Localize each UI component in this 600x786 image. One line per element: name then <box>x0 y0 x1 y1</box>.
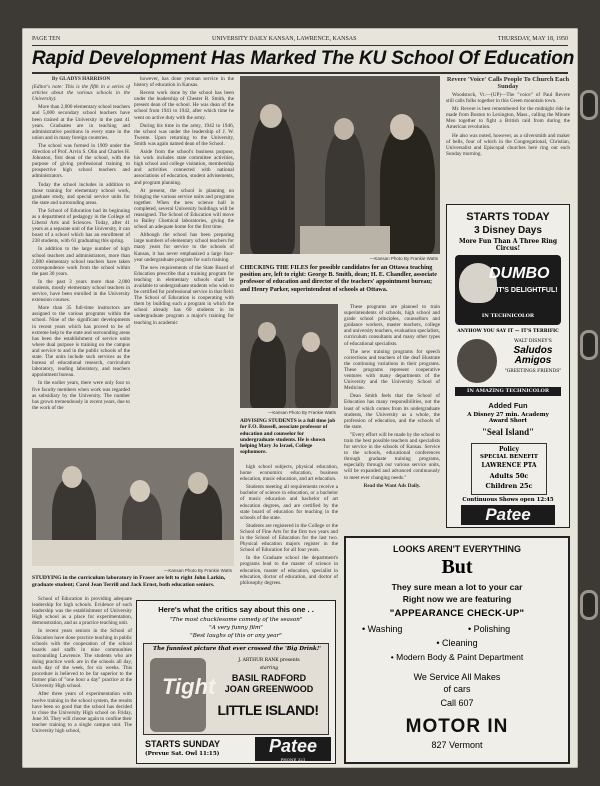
ad-artwork <box>143 643 329 735</box>
ad-theater-logo: Patee <box>461 505 555 525</box>
patee-disney-ad <box>446 204 570 528</box>
paragraph: The school was formed in 1909 under the direction of Prof. Arvin S. Olin and Charles H. Johnston, first dean of the school, with the purpose of giving professional training to prospective high school teachers and administrators. <box>32 142 130 180</box>
ad-phone: Call 607 <box>440 698 474 708</box>
ad-banner: The funniest picture that ever crossed the 'Big Drink!' <box>153 646 321 652</box>
paragraph: In addition to the large number of high school teachers and administrators, more than 2,000 elementary school teachers have taken correspondence work from the school within the past 30 years. <box>32 246 130 277</box>
article-column-4 <box>344 304 440 526</box>
ad-anyhow: ANYHOW YOU SAY IT — IT'S TERRIFIC <box>457 329 559 334</box>
photo-figure <box>250 114 295 254</box>
ad-continuous: Continuous Shows open 12:45 <box>462 497 554 503</box>
ad-price-adults: Adults 50c <box>489 472 529 480</box>
ad-walt-disney: WALT DISNEY'S <box>514 339 552 344</box>
binder-ring <box>580 590 598 620</box>
ad-amazing: IN AMAZING TECHNICOLOR <box>455 387 561 396</box>
binder-ring <box>580 90 598 120</box>
photo-figure <box>188 472 208 494</box>
ad-price-children: Children 25c <box>485 482 533 490</box>
paragraph: Mr. Revere is best remembered for the midnight ride he made from Boston to Lexington, Mass., calling the Minute Men together to fight a British raid from during the American revolution. <box>446 106 570 131</box>
ad-service-polishing: • Polishing <box>468 624 511 634</box>
paragraph: Students meeting all requirements receive a bachelor of science in education, or a bachelor of music education and bachelor of art education degrees, and are certified by the state board of education for teaching in the schools of the state. <box>240 484 338 521</box>
photo-credit: —Kansan Photo By Frankie Watts <box>267 410 336 415</box>
ad-star: JOAN GREENWOOD <box>224 684 314 694</box>
page-headline: Rapid Development Has Marked The KU School Of Education <box>32 48 575 69</box>
ad-star: BASIL RADFORD <box>231 673 307 683</box>
ad-saludos-title: Saludos Amigos <box>513 345 553 366</box>
motor-in-ad <box>344 536 570 764</box>
ad-line: We Service All Makes <box>413 672 501 682</box>
ad-dumbo-title: DUMBO <box>489 265 550 282</box>
paragraph: Woodstock, Vt.—(UP)—The "voice" of Paul Revere still calls folks together in this Green mountain town. <box>446 92 570 105</box>
paragraph: however, has done yeoman service in the history of education in Kansas. <box>134 76 234 89</box>
ad-starring: starring <box>259 666 279 671</box>
paragraph: Aside from the school's business purpose, his work includes state committee activities, high school and college visitation, membership and activities connected with national associations of education, student advisements, and program planning. <box>134 149 234 186</box>
photo-file-drawer <box>300 226 390 254</box>
ad-service-washing: • Washing <box>362 624 403 634</box>
ad-policy: Policy <box>498 446 520 453</box>
paper-name: UNIVERSITY DAILY KANSAN, LAWRENCE, KANSAS <box>212 36 357 42</box>
photo-figure <box>390 114 414 140</box>
ad-preview: (Prevue Sat. Owl 11:15) <box>145 751 220 757</box>
ad-service-body: • Modern Body & Paint Department <box>390 652 524 662</box>
paragraph: high school subjects, physical education, home economics education, business education, music education, and art education. <box>240 464 338 483</box>
ad-theater-logo: Patee <box>255 737 331 761</box>
photo-credit: —Kansan Photo By Frankie Watts <box>163 568 232 573</box>
folio-rule <box>32 45 568 46</box>
editor-note: (Editor's note: This is the fifth in a series of articles about the various schools in the University). <box>32 84 130 103</box>
ad-disney-days: 3 Disney Days <box>474 225 542 236</box>
headline-rule <box>32 72 568 74</box>
photo-figure <box>258 322 276 342</box>
paragraph: More than 2,000 elementary school teachers and 5,000 secondary school teachers have been trained at the University in the past 41 years. Graduates are in teaching and administrative positions in every state in the union and in many foreign countries. <box>32 104 130 141</box>
paragraph: The School of Education had its beginning as a department of pedagogy in the College of Liberal Arts and Sciences. Today, after 41 years as a separate unit of the University, it can boast of a school which has an enrollment of 238 students, with 61 graduating this spring. <box>32 207 130 245</box>
ad-little-island: LITTLE ISLAND! <box>217 702 319 718</box>
paragraph: He also was noted, however, as a silversmith and maker of bells, four of which in the Congregational, Christian, Universalist and Episcopal churches here ring out each Sunday morning. <box>446 132 570 157</box>
ad-delightful: IT'S DELIGHTFUL! <box>496 287 558 294</box>
issue-date: THURSDAY, MAY 18, 1950 <box>497 36 568 42</box>
paragraph: School of Education in providing adequate leadership for high schools. Evidence of such leadership was the establishment of University High school as a place for experimentation, demonstration, and as a practice teaching unit. <box>32 596 132 627</box>
photo-figure <box>130 480 150 502</box>
binder-rings <box>578 70 600 750</box>
ad-starts: STARTS SUNDAY <box>145 739 221 749</box>
ad-quote: "The most chucklesome comedy of the season" <box>169 617 303 623</box>
ad-more-fun: More Fun Than A Three Ring Circus! <box>458 238 558 252</box>
ad-service-cleaning: • Cleaning <box>436 638 478 648</box>
ad-added-fun: Added Fun <box>488 401 528 410</box>
ad-seal-island: "Seal Island" <box>481 427 535 437</box>
newspaper-page <box>22 28 578 768</box>
photo-figure <box>302 332 320 352</box>
photo-advising <box>240 304 338 408</box>
photo-figure <box>334 118 354 140</box>
paragraph: Dean Smith feels that the School of Education has many responsibilities, not the least of which comes from its undergraduate students, the University as a whole, the profession of education, and the schools of the state. <box>344 393 440 430</box>
critics-movie-ad <box>136 600 336 764</box>
paragraph: Although the school has been preparing large numbers of elementary school teachers for many years for service to the schools of Kansas, it has never emphasized a large four-year undergraduate program for such training. <box>134 232 234 263</box>
photo-caption: STUDYING in the curriculum laboratory in Fraser are left to right John Larkin, graduate student; Carol Jean Terrill and Jack Ernst, both education seniors. <box>32 575 226 588</box>
photo-figure <box>62 466 82 488</box>
ad-but: But <box>441 556 473 578</box>
photo-caption: ADVISING STUDENTS is a full time job for F.O. Russell, associate professor of education and counselor for undergraduate students. He is shown helping Mary Jo Israel, College sophomore. <box>240 418 336 456</box>
ad-starts-today: STARTS TODAY <box>466 211 550 223</box>
paragraph: During his time in the army, 1942 to 1946, the school was under the leadership of J. W. Twente. Upon returning to the University, Smith was again named dean of the School. <box>134 122 234 147</box>
ad-academy-short: A Disney 27 min. Academy Award Short <box>467 412 549 424</box>
photo-checking-files <box>240 76 440 254</box>
ad-line: Right now we are featuring <box>402 594 512 604</box>
ad-pta: LAWRENCE PTA <box>481 462 537 469</box>
paragraph: After three years of experimentation with twelve training in the school system, the results have been so good that the school has decided to close the University High school on Friday, June 30. They will choose again to confine their teacher training to a single campus unit. The University high school, <box>32 691 132 734</box>
photo-credit: —Kansan Photo By Frankie Watts <box>369 256 438 261</box>
paragraph: In recent years seniors in the School of Education have done practice teaching in public schools with the cooperation of the school boards and staffs in nine communities surrounding Lawrence. The students who are doing practice work are in the schools all day, each day of the week, for six weeks. This procedure is believed to be far superior to the former plan of "one hour a day" practice at the University High school. <box>32 628 132 690</box>
byline: By GLADYS HARRISON <box>51 76 111 82</box>
ad-address: 827 Vermont <box>431 740 483 750</box>
want-ads-note: Read the Want Ads Daily. <box>363 482 421 489</box>
ad-tight-title: Tight <box>162 674 216 699</box>
revere-headline: Revere 'Voice' Calls People To Church Each Sunday <box>446 76 570 90</box>
paragraph: Today the school includes in addition to those training for elementary school work, graduate study, and special service units for the state and surrounding areas. <box>32 181 130 206</box>
paragraph: The new training programs for speech corrections and teachers of the deaf illustrate the continuing variations in their programs. These programs represent cooperative ventures with many departments of the University and the University School of Medicine. <box>344 348 440 392</box>
photo-figure <box>250 334 286 408</box>
paragraph: These programs are planned to train superintendents of schools, high school and grade school principles, counsellors and guidance workers, master teachers, college and university teachers, evaluation specialists, curriculum consultants and many other types of educational specialists. <box>344 304 440 347</box>
ad-quote: "A very funny film" <box>209 625 263 631</box>
ad-phone: PHONE 321 <box>280 757 306 762</box>
ad-checkup: "APPEARANCE CHECK-UP" <box>389 608 525 619</box>
photo-figure <box>260 104 282 128</box>
ad-technicolor: IN TECHNICOLOR <box>481 313 535 319</box>
photo-caption: CHECKING THE FILES for possible candidates for an Ottawa teaching position are, left to right: George B. Smith, dean; H. E. Chandler, associate professor of education and director of the teachers' appointment bureau; and Henry Parker, superintendent of schools at Ottawa. <box>240 264 437 293</box>
folio-line <box>32 36 568 48</box>
paragraph: In the past 3 years more than 2,000 students, mostly elementary school teachers in service, have been enrolled in the University extension courses. <box>32 278 130 304</box>
paragraph: "Every effort will be made by the school to train the best possible teachers and specialists for service in the schools of Kansas. Service to the schools, educational conferences through graduate training programs, especially through our various service units, will be expanded and advanced continuously to meet ever changing needs." <box>344 431 440 481</box>
paragraph: In the earlier years, there were only four to five faculty members when work was regarded as subsidiary by the University. The number has grown tremendously in recent years, due to the work of the <box>32 380 130 411</box>
binder-ring <box>580 330 598 360</box>
ad-policy-box <box>471 443 547 495</box>
photo-figure <box>295 344 331 408</box>
paragraph: At present, the school is planning on bringing the various service units and programs together. When the new science hall is completed, several University buildings will be reassigned. The School of Education will move to Bailey Chemical laboratories, giving the school an adequate home for the first time. <box>134 187 234 231</box>
page-number: PAGE TEN <box>32 36 61 42</box>
ad-line: LOOKS AREN'T EVERYTHING <box>393 544 521 554</box>
paragraph: Students are registered in the College or the School of Fine Arts for the first two years and in the School of Education for the last two. Physical education majors register in the School of Education for all four years. <box>240 522 338 554</box>
article-column-2 <box>134 76 234 444</box>
ad-title: Here's what the critics say about this one . . <box>158 605 314 614</box>
ad-presenter: J. ARTHUR RANK presents <box>238 658 300 663</box>
paragraph: More than 35 full-time instructors are assigned to the various programs within the school. Nine of the significant developments in recent years which has proved to be of extreme help to the state and surrounding areas has been the establishment of service units where dual purpose is training on the campus and service to and in the public schools of the state. The units include such services as the bureau of educational research, curriculum laboratory, reading laboratory, and teachers appointment bureau. <box>32 305 130 379</box>
ad-greetings: "GREETINGS FRIENDS" <box>504 369 562 374</box>
paragraph: In the Graduate school the department's programs lead to the master of science in education, master of education, specialist in education, doctor of education, and doctor of philosophy degrees. <box>240 555 338 586</box>
ad-quote: "Best laughs of this or any year" <box>190 633 282 639</box>
ad-line: They sure mean a lot to your car <box>391 582 523 592</box>
ad-benefit: SPECIAL BENEFIT <box>480 454 538 460</box>
ad-line: of cars <box>443 684 471 694</box>
photo-table <box>32 540 234 566</box>
ad-business-name: MOTOR IN <box>405 716 509 737</box>
paragraph: Recent work done by the school has been under the leadership of Chester B. Smith, the present dean of the school. He was dean of the school from 1941 to 1942, after which time he went on active duty with the army. <box>134 90 234 121</box>
article-column-1 <box>32 76 130 444</box>
article-column-3 <box>240 464 338 596</box>
photo-curriculum-lab <box>32 448 234 566</box>
article-column-1-lower <box>32 596 132 764</box>
paragraph: The new requirements of the State Board of Education prescribe that a training program for teaching in elementary schools shall be available to undergraduate students who wish to be certified for professional service in that field. The School of Education is cooperating with them by building such a program in which the school already has 60 students in its undergraduate program a major's training for teaching in academic <box>134 264 234 326</box>
ad-dumbo-panel <box>455 255 561 325</box>
donald-duck-icon <box>457 339 497 383</box>
